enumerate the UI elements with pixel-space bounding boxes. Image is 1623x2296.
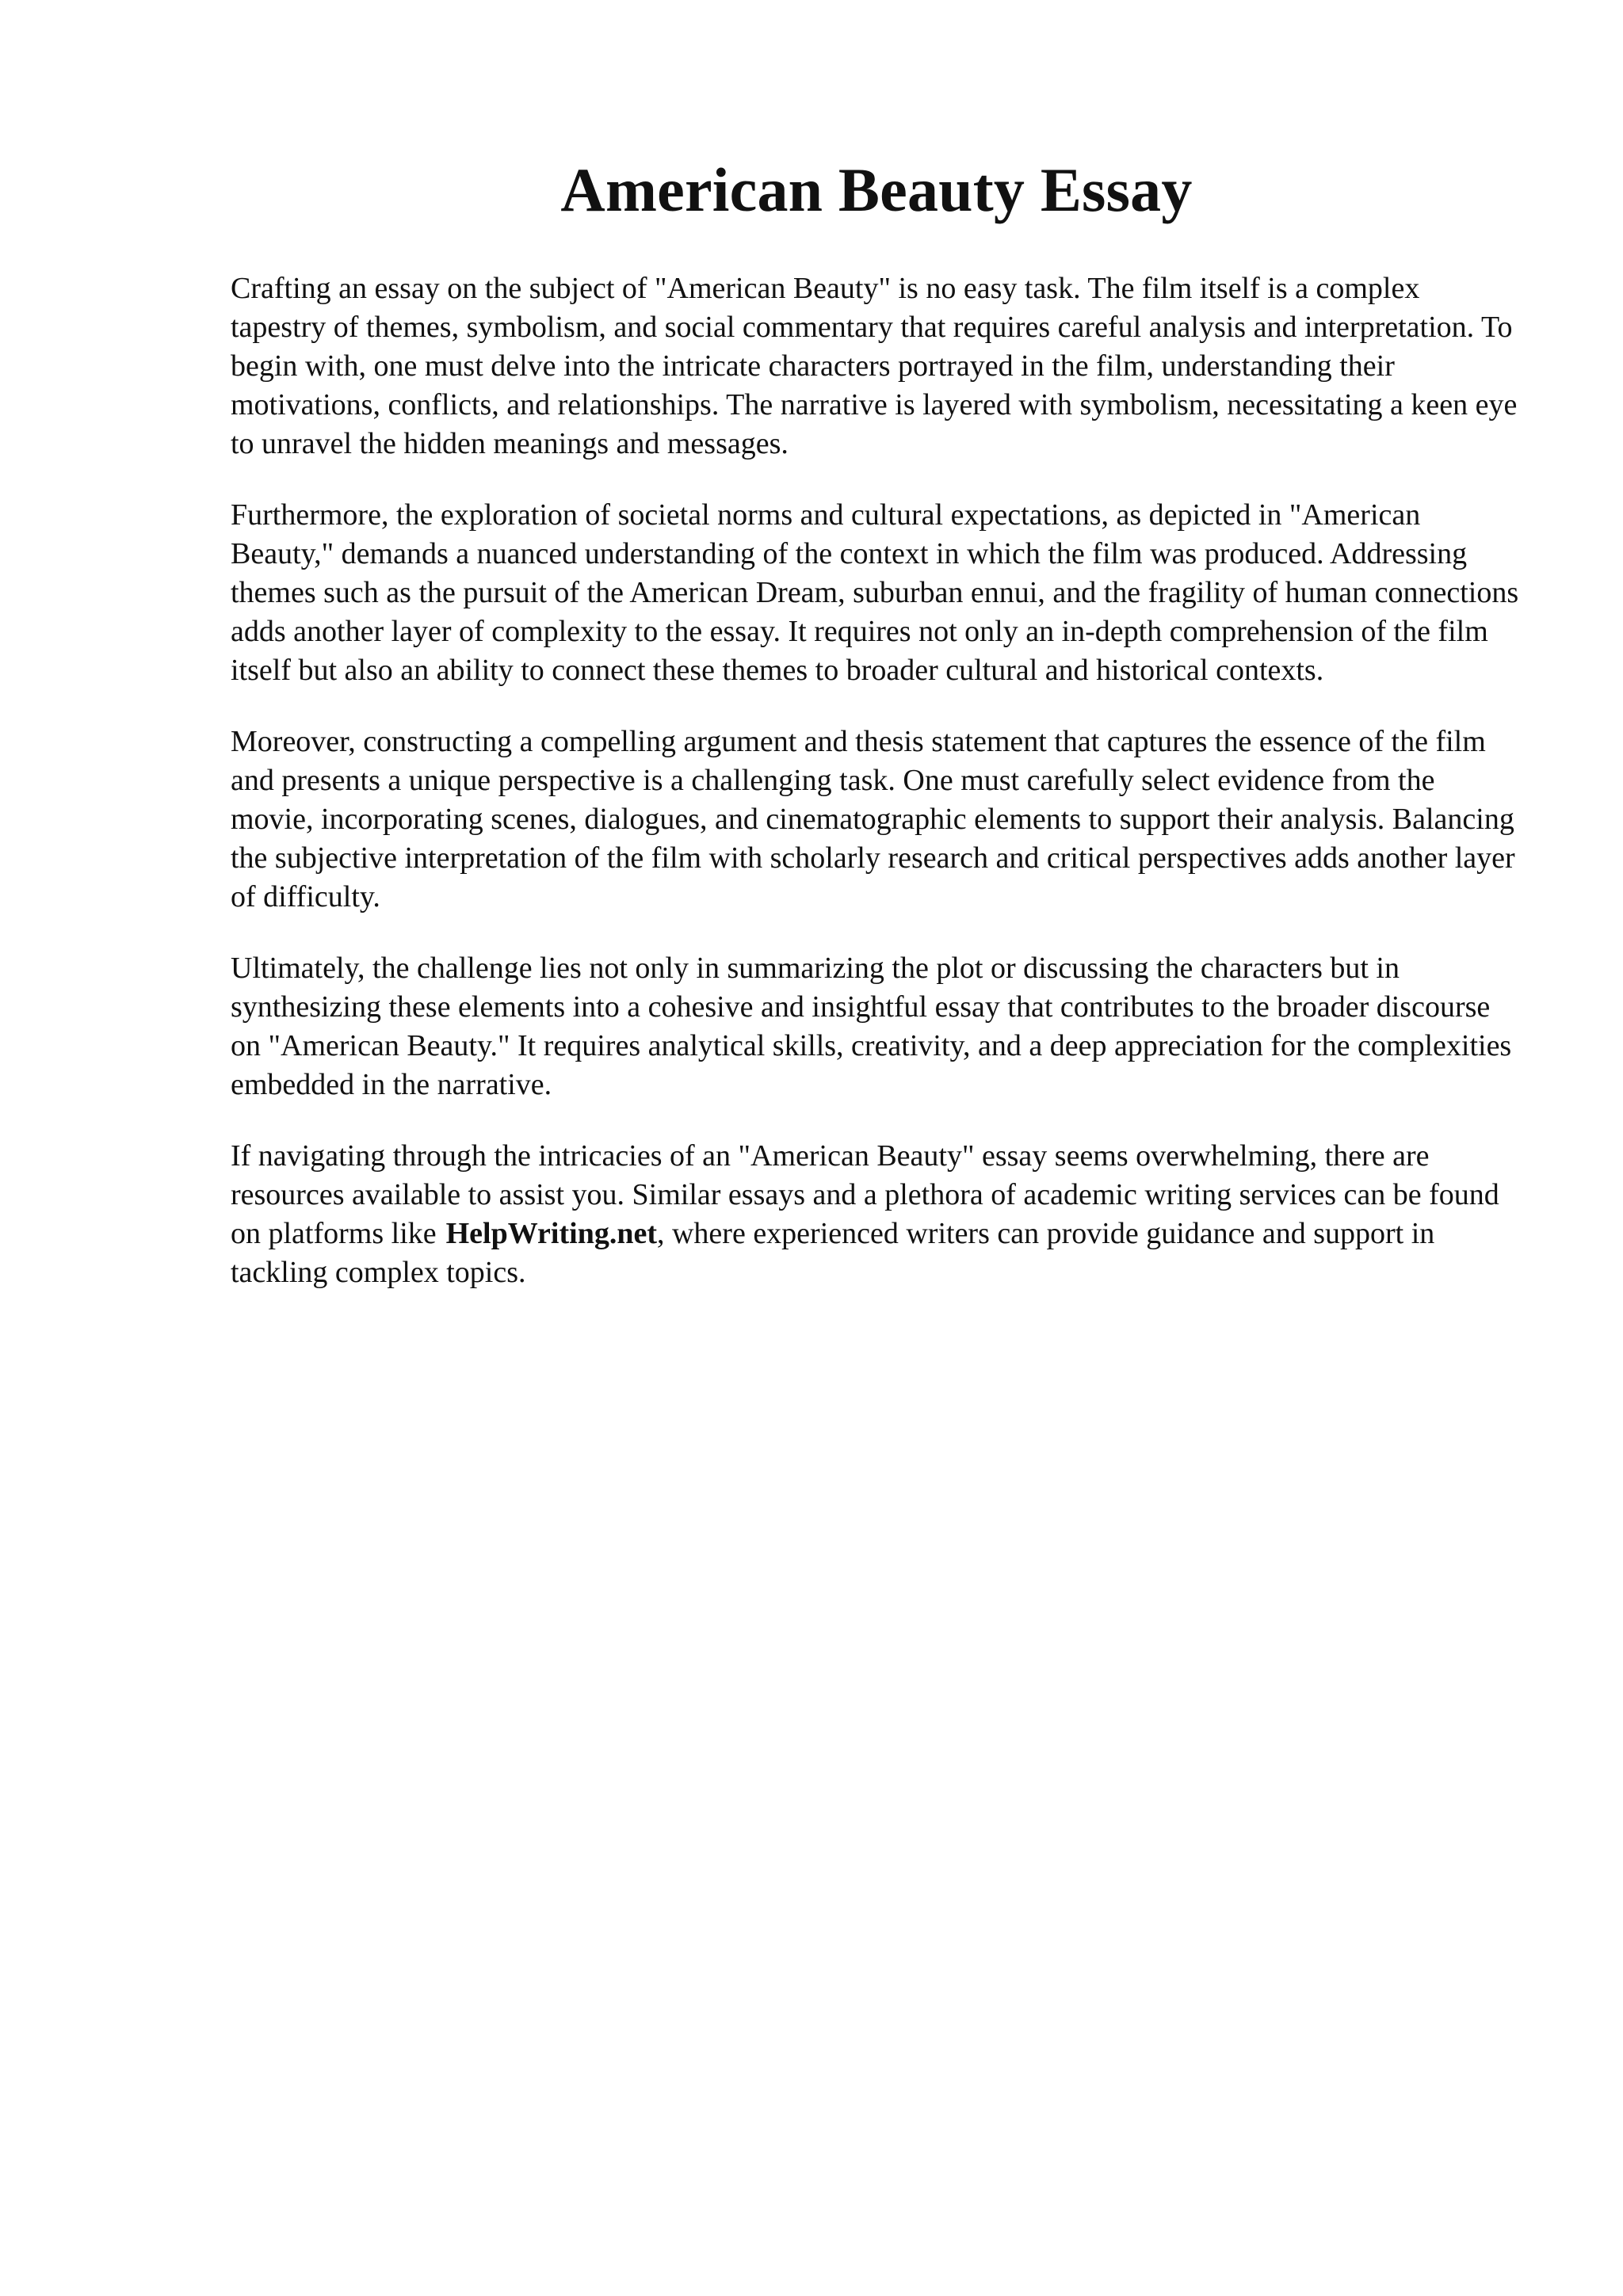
paragraph-5-text-after: , where experienced writers can provide guidance and support in tackling complex topics. xyxy=(231,1217,1435,1289)
paragraph-1: Crafting an essay on the subject of "American Beauty" is no easy task. The film itself is a complex tapestry of themes, symbolism, and social commentary that requires careful analysis and interpretation. To begin with, one must delve into the intricate characters portrayed in the film, understanding their motivations, conflicts, and relationships. The narrative is layered with symbolism, necessitating a keen eye to unravel the hidden meanings and messages. xyxy=(231,272,1518,460)
helpwriting-brand-text: HelpWriting.net xyxy=(445,1217,657,1250)
essay-content xyxy=(231,151,1522,1292)
paragraph-2: Furthermore, the exploration of societal norms and cultural expectations, as depicted in "American Beauty," demands a nuanced understanding of the context in which the film was produced. Addressing themes such as the pursuit of the American Dream, suburban ennui, and the fragility of human connections adds another layer of complexity to the essay. It requires not only an in-depth comprehension of the film itself but also an ability to connect these themes to broader cultural and historical contexts. xyxy=(231,498,1519,687)
essay-title: American Beauty Essay xyxy=(560,155,1193,224)
paragraph-5 xyxy=(231,1137,1522,1292)
paragraph-5-text-before: If navigating through the intricacies of an "American Beauty" essay seems overwhelming, there are resources available to assist you. Similar essays and a plethora of academic writing services can be found on platforms like xyxy=(231,1139,1499,1250)
paragraph-3: Moreover, constructing a compelling argument and thesis statement that captures the essence of the film and presents a unique perspective is a challenging task. One must carefully select evidence from the movie, incorporating scenes, dialogues, and cinematographic elements to support their analysis. Balancing the subjective interpretation of the film with scholarly research and critical perspectives adds another layer of difficulty. xyxy=(231,725,1515,913)
paragraph-4: Ultimately, the challenge lies not only in summarizing the plot or discussing the characters but in synthesizing these elements into a cohesive and insightful essay that contributes to the broader discourse on "American Beauty." It requires analytical skills, creativity, and a deep appreciation for the complexities embedded in the narrative. xyxy=(231,952,1512,1101)
